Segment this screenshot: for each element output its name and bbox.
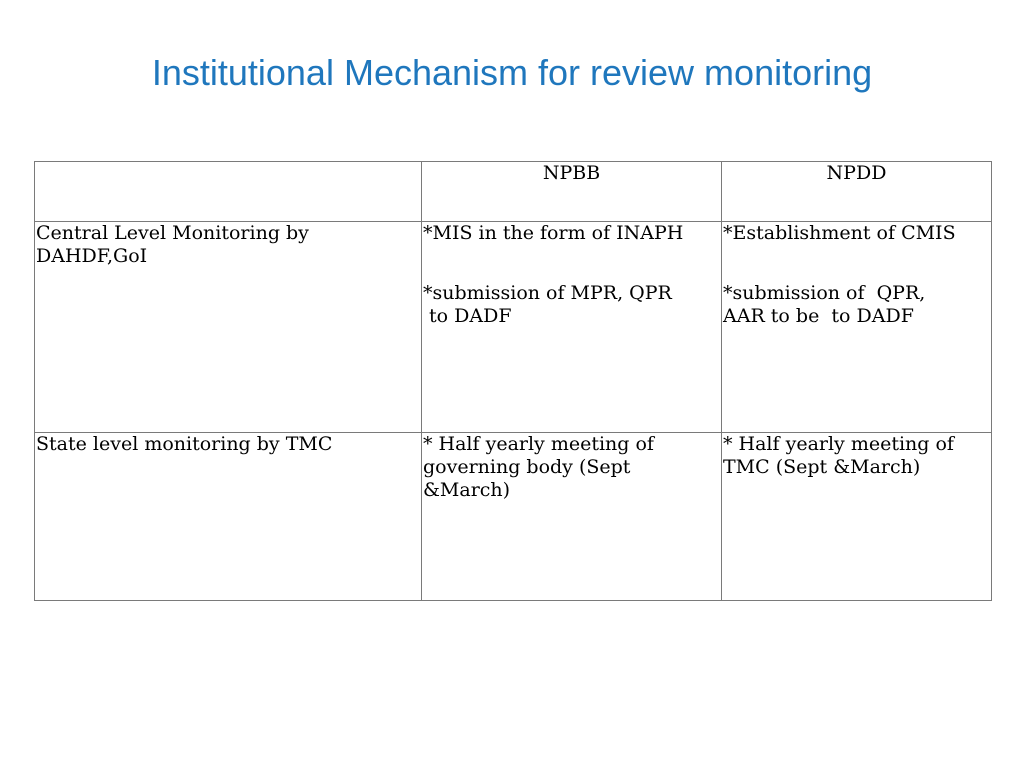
cell-state-npdd xyxy=(722,433,992,601)
central-npdd-item-cmis: *Establishment of CMIS xyxy=(723,222,956,244)
central-npbb-item-mis: *MIS in the form of INAPH xyxy=(423,222,684,244)
state-npdd-item-meeting: * Half yearly meeting of TMC (Sept &March) xyxy=(723,433,960,478)
table-header-row xyxy=(35,162,992,222)
row-label-state-level: State level monitoring by TMC xyxy=(35,433,422,601)
header-cell-empty xyxy=(35,162,422,222)
state-npbb-item-meeting: * Half yearly meeting of governing body (Sept &March) xyxy=(423,433,660,501)
review-monitoring-table xyxy=(34,161,992,601)
slide-title: Institutional Mechanism for review monitoring xyxy=(151,52,873,93)
central-npdd-item-submission: *submission of QPR, AAR to be to DADF xyxy=(723,282,926,327)
cell-central-npbb xyxy=(422,222,722,433)
central-npbb-item-submission: *submission of MPR, QPR to DADF xyxy=(423,282,672,327)
table-row-central-level xyxy=(35,222,992,433)
header-cell-npdd: NPDD xyxy=(722,162,992,222)
row-label-central-level: Central Level Monitoring by DAHDF,GoI xyxy=(35,222,422,433)
header-cell-npbb: NPBB xyxy=(422,162,722,222)
cell-central-npdd xyxy=(722,222,992,433)
cell-state-npbb xyxy=(422,433,722,601)
table-row-state-level xyxy=(35,433,992,601)
